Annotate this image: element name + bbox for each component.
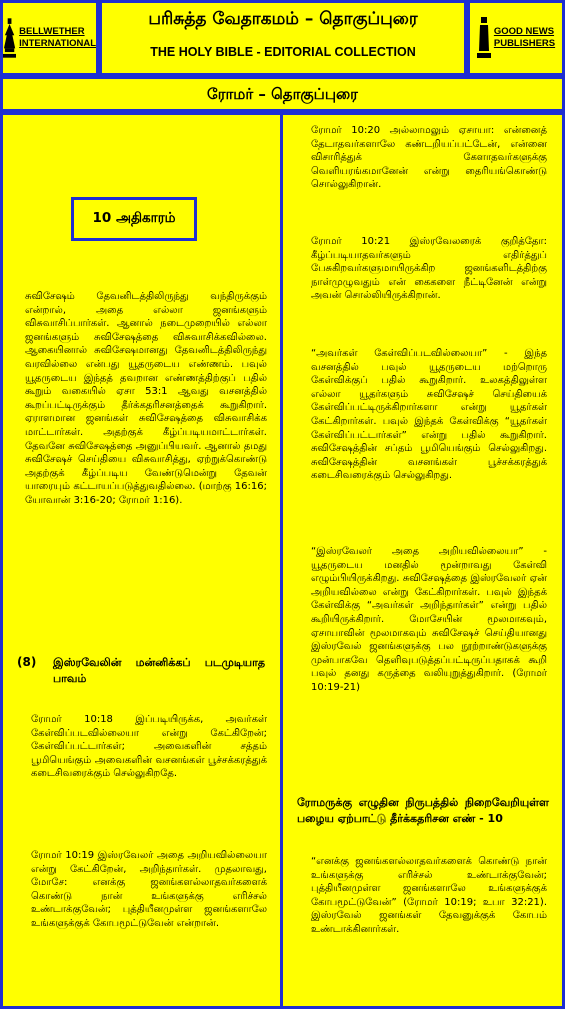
verse-10-20-paragraph: ரோமர் 10:20 அல்லாமலும் ஏசாயா: என்னைத் தேடாதவர்களாலே கண்டறியப்பட்டேன், என்னை விசாரித்துக் கேளாதவர்களுக்கு வெளியரங்கமானேன் என்று தைரியங்கொண்டு சொல்லுகிறான். (311, 125, 547, 191)
logo-left-line-1: BELLWETHER (19, 26, 85, 37)
section-heading: இஸ்ரவேலின் மன்னிக்கப் படமுடியாத பாவம் (53, 656, 265, 685)
logo-left-line-2: INTERNATIONAL (19, 38, 96, 49)
section-title-bar (0, 76, 565, 112)
chapter-heading: 10 அதிகாரம் (71, 197, 197, 241)
publisher-logo-right (467, 0, 565, 76)
left-column (0, 112, 283, 1009)
commentary-knew-paragraph: “இஸ்ரவேலர் அதை அறியவில்லையா” - யூதருடைய மனதில் மூன்றாவது கேள்வி எழும்பியிருக்கிறது. சுவிசேஷத்தை இஸ்ரவேலர் ஏன் அறியவில்லை என்று கேட்கிறார்கள். பவுல் இந்தக் கேள்விக்கு “அவர்கள் அறிந்தார்கள்” என்று பதில் கூறியிருக்கிறார். மோசேயின் மூலமாகவும், ஏசாயாவின் மூலமாகவும் சுவிசேஷச் செய்தியானது இஸ்ரவேல் ஜனங்களுக்கு பல நூற்றாண்டுகளுக்கு முன்பாகவே தெளிவுபடுத்தப்பட்டிருப்பதாகக் கூறி பவுல் தனது கருத்தை வலியுறுத்துகிறார். (ரோமர் 10:19-21) (311, 546, 547, 693)
publisher-logo-left (0, 0, 99, 76)
title-english: THE HOLY BIBLE - EDITORIAL COLLECTION (150, 45, 416, 59)
lighthouse-icon (477, 15, 491, 61)
prophecy-paragraph: “எனக்கு ஜனங்களல்லாதவர்களைக் கொண்டு நான் உங்களுக்கு எரிச்சல் உண்டாக்குவேன்; புத்தியீனமுள்ள ஜனங்களாலே உங்களுக்குக் கோபமூட்டுவேன்” (ரோமர் 10:19; உபா 32:21). இஸ்ரவேல் ஜனங்கள் தேவனுக்குக் கோபம் உண்டாக்கினார்கள். (311, 856, 547, 935)
verse-10-19-paragraph: ரோமர் 10:19 இஸ்ரவேலர் அதை அறியவில்லையா என்று கேட்கிறேன், அறிந்தார்கள். முதலாவது, மோசே: எனக்கு ஜனங்களல்லாதவர்களைக் கொண்டு நான் உங்களுக்கு எரிச்சல் உண்டாக்குவேன்; புத்தியீனமுள்ள ஜனங்களாலே உங்களுக்குக் கோபமூட்டுவேன் என்றான். (31, 850, 267, 929)
verse-10-21-paragraph: ரோமர் 10:21 இஸ்ரவேலரைக் குறித்தோ: கீழ்ப்படியாதவர்களும் எதிர்த்துப் பேசுகிறவர்களுமாயிருக்கிற ஜனங்களிடத்திற்கு நாள்முழுவதும் என் கைகளை நீட்டினேன் என்று அவன் சொல்லியிருக்கிறான். (311, 236, 547, 302)
title-tamil: பரிசுத்த வேதாகமம் – தொகுப்புரை (148, 9, 418, 29)
good-news-logo-text (494, 26, 555, 50)
section-number: (8) (17, 655, 37, 669)
verse-10-18-paragraph: ரோமர் 10:18 இப்படியிருக்க, அவர்கள் கேள்விப்படவில்லையா என்று கேட்கிறேன்; கேள்விப்பட்டார்கள்; அவைகளின் சத்தம் பூமியெங்கும் அவைகளின் வசனங்கள் பூச்சக்கரத்துக் கடைசிவரைக்கும் செல்லுகிறதே. (31, 714, 267, 780)
section-title: ரோமர் – தொகுப்புரை (207, 85, 358, 103)
right-column (280, 112, 565, 1009)
logo-right-line-2: PUBLISHERS (493, 38, 556, 49)
prophecy-heading: ரோமருக்கு எழுதின நிருபத்தில் நிறைவேறியுள்ள பழைய ஏற்பாட்டு தீர்க்கதரிசன எண் - 10 (297, 796, 549, 825)
logo-right-line-1: GOOD NEWS (493, 26, 555, 37)
commentary-heard-paragraph: “அவர்கள் கேள்விப்படவில்லையா” - இந்த வசனத்தில் பவுல் யூதருடைய மற்றொரு கேள்விக்குப் பதில் கூறுகிறார். உலகத்திலுள்ள எல்லா யூதர்களும் சுவிசேஷச் செய்தியைக் கேள்விப்பட்டிருக்கிறார்களா என்று யூதர்கள் கேட்கிறார்கள். பவுல் இந்தக் கேள்விக்கு “யூதர்கள் கேள்விப்பட்டார்கள்” என்று பதில் கூறுகிறார். சுவிசேஷத்தின் சப்தம் பூமியெங்கும் செல்லுகிறது. சுவிசேஷத்தின் வசனங்கள் பூச்சக்கரத்துக் கடைசிவரைக்கும் செல்லுகிறது. (311, 348, 547, 482)
header-title-box (99, 0, 467, 76)
bellwether-logo-text (19, 26, 96, 50)
intro-paragraph: சுவிசேஷம் தேவனிடத்திலிருந்து வந்திருக்கும் என்றால், அதை எல்லா ஜனங்களும் விசுவாசிப்பார்கள். ஆனால் நடைமுறையில் எல்லா ஜனங்களும் சுவிசேஷத்தை விசுவாசிக்கவில்லை. ஆகையினால் சுவிசேஷமானது தேவனிடத்திலிருந்து வரவில்லை என்பது யூதருடைய எண்ணம். பவுல் யூதருடைய இந்தத் தவறான எண்ணத்திற்குப் பதில் கூறும் வகையில் ஏசா 53:1 ஆவது வசனத்தில் கூறப்பட்டிருக்கும் தீர்க்கதரிசனத்தைக் கூறுகிறார். ஏராளமான ஜனங்கள் சுவிசேஷத்தை விசுவாசிக்க மாட்டார்கள். அதற்குக் கீழ்ப்படியமாட்டார்கள். தேவனே சுவிசேஷத்தை அனுப்பியவர். ஆனால் தமது சுவிசேஷச் செய்தியை விசுவாசித்து, ஏற்றுக்கொண்டு அதற்குக் கீழ்ப்படிய வேண்டுமென்று தேவன் யாரையும் கட்டாயப்படுத்துவதில்லை. (மாற்கு 16:16; யோவான் 3:16-20; ரோமர் 1:16). (25, 291, 267, 506)
bellwether-icon (3, 15, 16, 61)
